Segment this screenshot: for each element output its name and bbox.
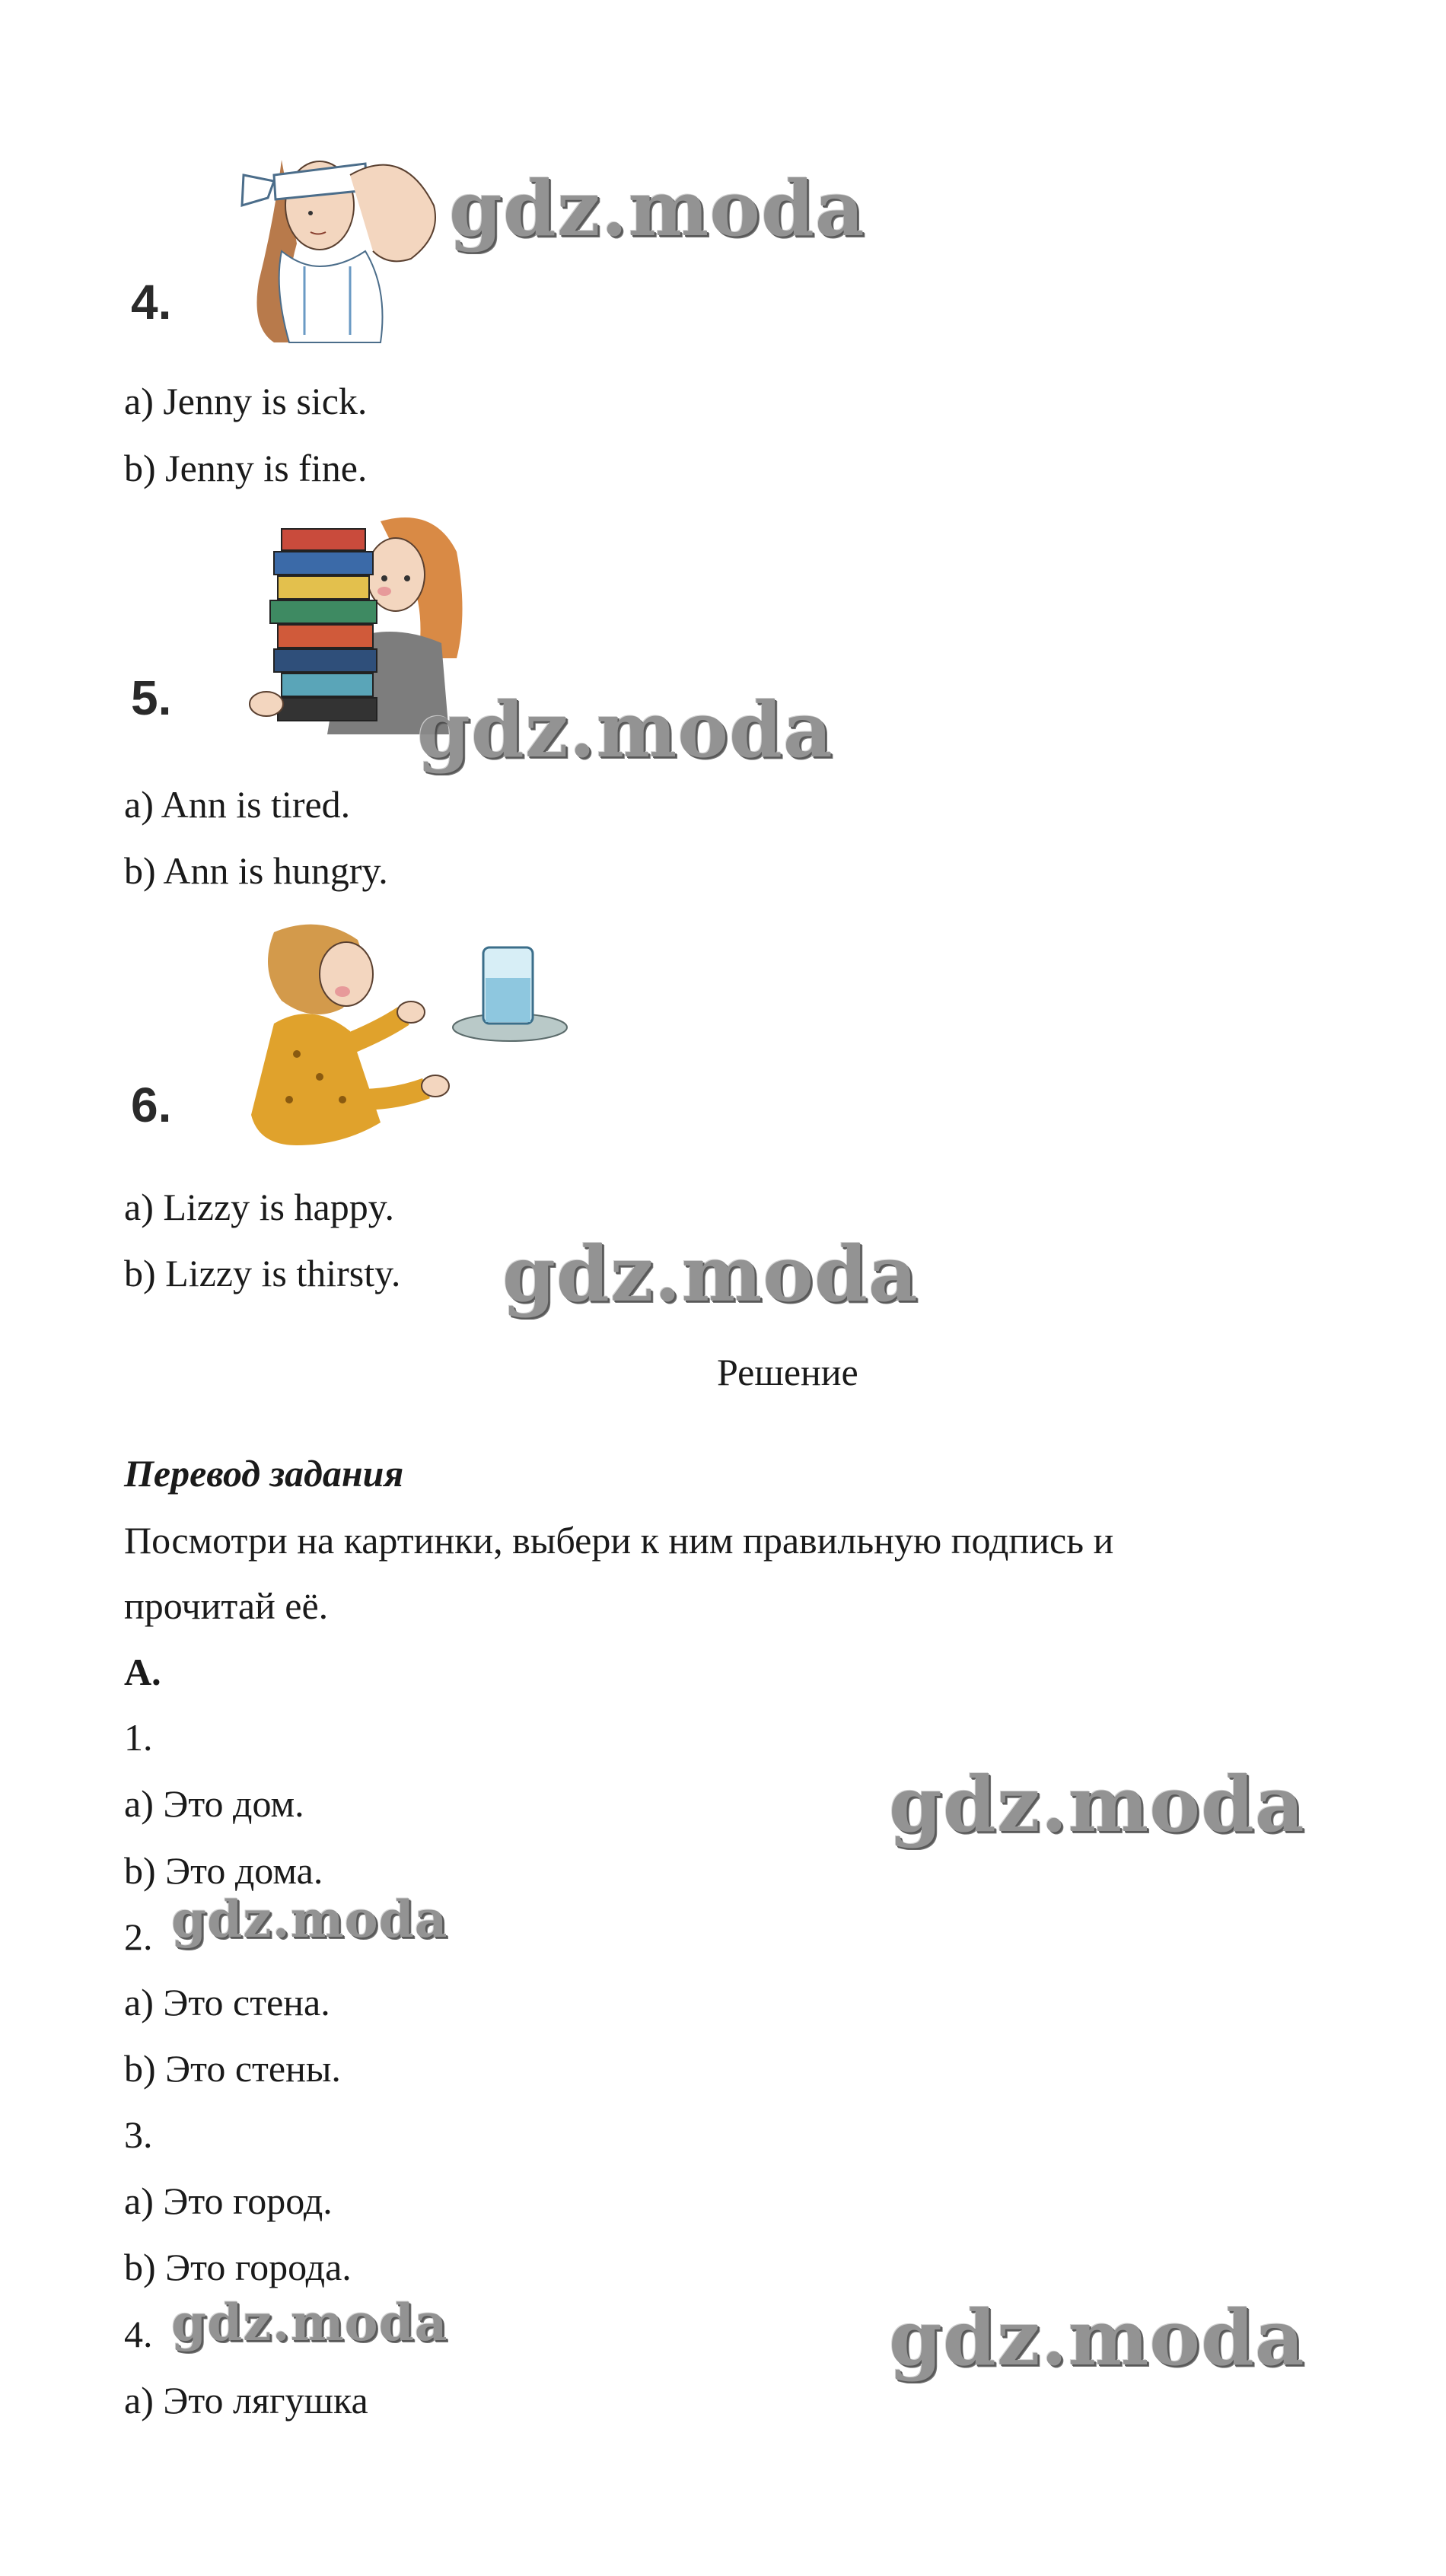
watermark: gdz.moda xyxy=(171,1890,448,1949)
item-option-b: b) Это стены. xyxy=(124,2047,341,2090)
option-b: b) Jenny is fine. xyxy=(124,447,368,489)
watermark: gdz.moda xyxy=(417,685,833,775)
exercise-number: 4. xyxy=(131,275,172,330)
illustration-girl-with-bandage xyxy=(228,114,457,350)
option-b: b) Lizzy is thirsty. xyxy=(124,1252,401,1294)
watermark: gdz.moda xyxy=(449,164,865,253)
watermark: gdz.moda xyxy=(889,1759,1305,1849)
option-a: a) Lizzy is happy. xyxy=(124,1186,394,1228)
exercise-number: 5. xyxy=(131,670,172,725)
item-number: 3. xyxy=(124,2113,153,2156)
item-number: 4. xyxy=(124,2313,153,2355)
translation-instruction: Посмотри на картинки, выбери к ним правильную подпись и xyxy=(124,1519,1114,1562)
option-a: a) Jenny is sick. xyxy=(124,380,368,422)
item-option-a: a) Это дом. xyxy=(124,1782,304,1825)
translation-heading: Перевод задания xyxy=(124,1452,404,1495)
watermark: gdz.moda xyxy=(889,2293,1305,2383)
girl-reaching-for-water-icon xyxy=(228,917,586,1161)
item-option-a: a) Это стена. xyxy=(124,1981,330,2024)
item-number: 1. xyxy=(124,1716,153,1759)
item-option-a: a) Это город. xyxy=(124,2180,333,2222)
exercise-number: 6. xyxy=(131,1078,172,1132)
option-a: a) Ann is tired. xyxy=(124,783,351,826)
illustration-girl-reaching-for-water xyxy=(228,917,586,1161)
item-option-b: b) Это города. xyxy=(124,2246,352,2288)
item-option-a: a) Это лягушка xyxy=(124,2379,368,2422)
item-number: 2. xyxy=(124,1915,153,1958)
translation-instruction: прочитай её. xyxy=(124,1584,329,1627)
option-b: b) Ann is hungry. xyxy=(124,849,388,892)
watermark: gdz.moda xyxy=(171,2293,448,2352)
watermark: gdz.moda xyxy=(502,1229,919,1319)
solution-title: Решение xyxy=(717,1351,858,1393)
item-option-b: b) Это дома. xyxy=(124,1849,323,1892)
girl-with-bandage-icon xyxy=(228,114,457,350)
section-label: A. xyxy=(124,1651,161,1693)
